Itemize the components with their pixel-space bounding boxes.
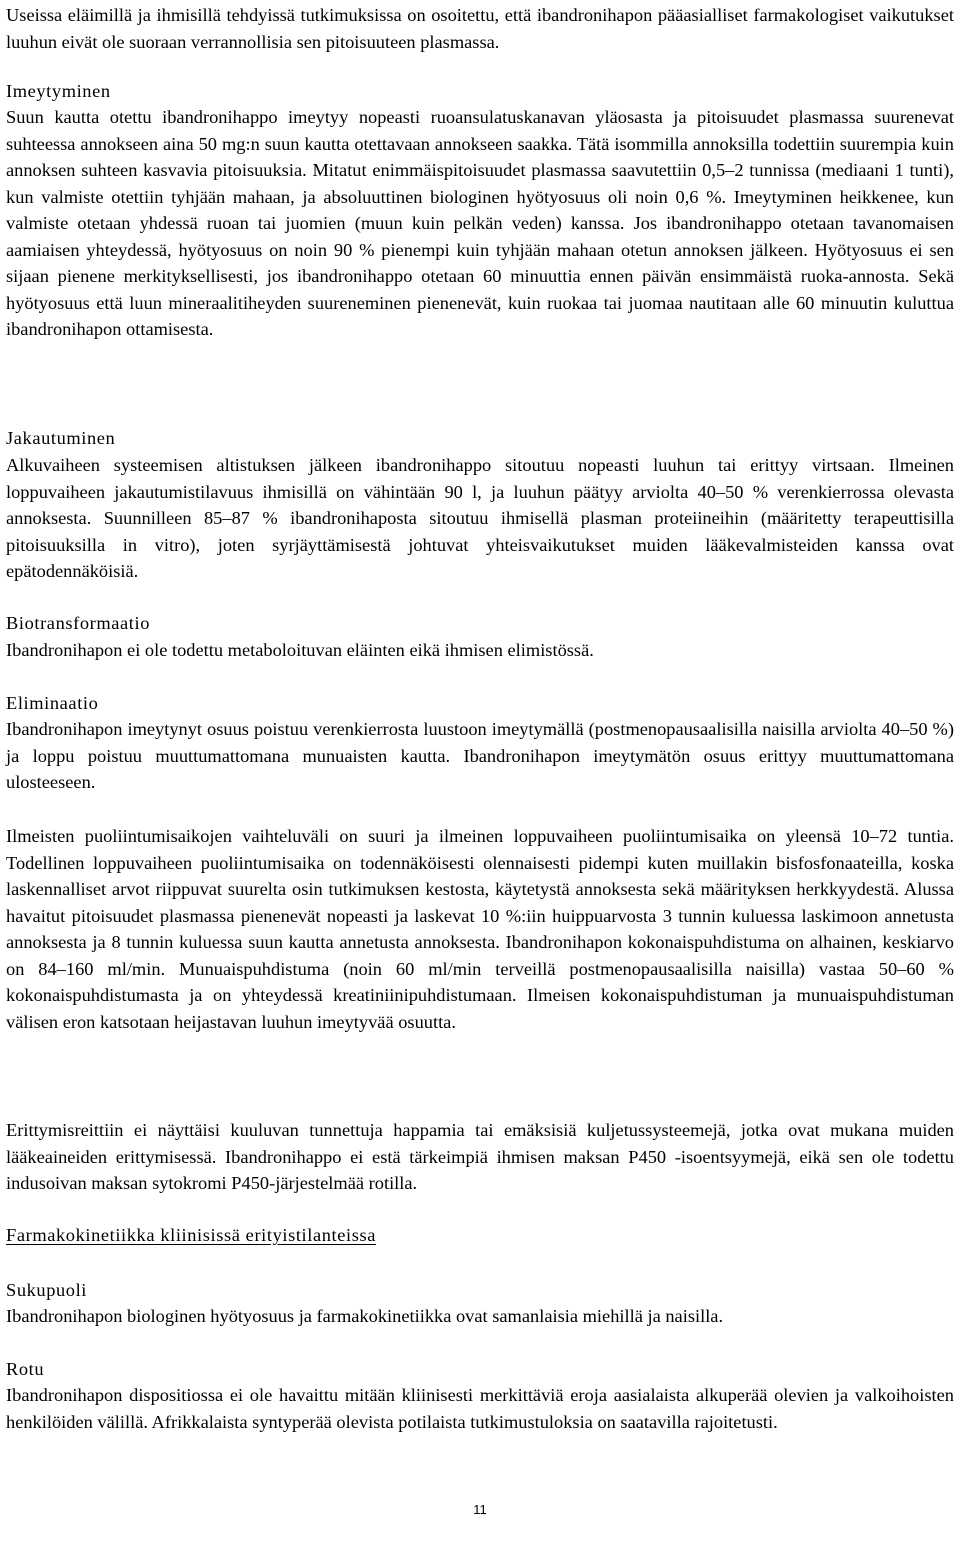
race-heading: Rotu bbox=[6, 1359, 45, 1379]
biotransformation-heading: Biotransformaatio bbox=[6, 613, 151, 633]
elimination-paragraph-2: Ilmeisten puoliintumisaikojen vaihteluväli on suuri ja ilmeinen loppuvaiheen puoliintumisaika on yleensä 10–72 tuntia. Todellinen loppuvaiheen puoliintumisaika on todennäköisesti olennaisesti pidempi kuten muillakin bisfosfonaateilla, koska laskennalliset arvot riippuvat suurelta osin tutkimuksen kestosta, käytetystä annoksesta sekä määrityksen herkkyydestä. Alussa havaitut pitoisuudet plasmassa pienenevät nopeasti ja laskevat 10 %:iin huippuarvosta 3 tunnin kuluessa laskimoon annetusta annoksesta ja 8 tunnin kuluessa suun kautta annetusta annoksesta. Ibandronihapon kokonaispuhdistuma on alhainen, keskiarvo on 84–160 ml/min. Munuaispuhdistuma (noin 60 ml/min terveillä postmenopausaalisilla naisilla) vastaa 50–60 % kokonaispuhdistumasta ja on yhteydessä kreatiniinipuhdistumaan. Ilmeisen kokonaispuhdistuman ja munuaispuhdistuman välisen eron katsotaan heijastavan luuhun imeytyvää osuutta. bbox=[6, 826, 954, 1032]
page-number: 11 bbox=[473, 1502, 487, 1517]
gender-heading: Sukupuoli bbox=[6, 1280, 88, 1300]
absorption-heading: Imeytyminen bbox=[6, 81, 111, 101]
gender-paragraph: Ibandronihapon biologinen hyötyosuus ja farmakokinetiikka ovat samanlaisia miehillä ja naisilla. bbox=[6, 1306, 724, 1326]
biotransformation-paragraph: Ibandronihapon ei ole todettu metaboloituvan eläinten eikä ihmisen elimistössä. bbox=[6, 640, 594, 660]
distribution-paragraph: Alkuvaiheen systeemisen altistuksen jälkeen ibandronihappo sitoutuu nopeasti luuhun tai erittyy virtsaan. Ilmeinen loppuvaiheen jakautumistilavuus ihmisillä on vähintään 90 l, ja luuhun päätyy arviolta 40–50 % verenkierrossa olevasta annoksesta. Suunnilleen 85–87 % ibandronihaposta sitoutuu ihmisellä plasman proteiineihin (määritetty terapeuttisilla pitoisuuksilla in vitro), joten syrjäyttämisestä johtuvat yhteisvaikutukset muiden lääkevalmisteiden kanssa ovat epätodennäköisiä. bbox=[6, 455, 954, 581]
race-paragraph: Ibandronihapon dispositiossa ei ole havaittu mitään kliinisesti merkittäviä eroja aasialaista alkuperää olevien ja valkoihoisten henkilöiden välillä. Afrikkalaista syntyperää olevista potilaista tutkimustuloksia on saatavilla rajoitetusti. bbox=[6, 1385, 954, 1432]
elimination-heading: Eliminaatio bbox=[6, 693, 99, 713]
intro-paragraph: Useissa eläimillä ja ihmisillä tehdyissä tutkimuksissa on osoitettu, että ibandronihapon pääasialliset farmakologiset vaikutukset luuhun eivät ole suoraan verrannollisia sen pitoisuuteen plasmassa. bbox=[6, 5, 954, 52]
elimination-paragraph-1: Ibandronihapon imeytynyt osuus poistuu verenkierrosta luustoon imeytymällä (postmenopausaalisilla naisilla arviolta 40–50 %) ja loppu poistuu muuttumattomana munuaisten kautta. Ibandronihapon imeytymätön osuus erittyy muuttumattomana ulosteeseen. bbox=[6, 719, 954, 792]
distribution-heading: Jakautuminen bbox=[6, 428, 116, 448]
absorption-paragraph: Suun kautta otettu ibandronihappo imeytyy nopeasti ruoansulatuskanavan yläosasta ja pitoisuudet plasmassa suurenevat suhteessa annokseen aina 50 mg:n suun kautta otettavaan annokseen saakka. Tätä isommilla annoksilla todettiin suurempia kuin annoksen suhteen kasvavia pitoisuuksia. Mitatut enimmäispitoisuudet plasmassa saavutettiin 0,5–2 tunnissa (mediaani 1 tunti), kun valmiste otettiin tyhjään mahaan, ja absoluuttinen biologinen hyötyosuus oli noin 0,6 %. Imeytyminen heikkenee, kun valmiste otetaan yhdessä ruoan tai juomien (muun kuin pelkän veden) kanssa. Jos ibandronihappo otetaan tavanomaisen aamiaisen yhteydessä, hyötyosuus on noin 90 % pienempi kuin tyhjään mahaan otetun annoksen jälkeen. Hyötyosuus ei sen sijaan pienene merkityksellisesti, jos ibandronihappo otetaan 60 minuuttia ennen päivän ensimmäistä ruoka-annosta. Sekä hyötyosuus että luun mineraalitiheyden suureneminen pienenevät, kuin ruokaa tai juomaa nautitaan alle 60 minuutin kuluttua ibandronihapon ottamisesta. bbox=[6, 107, 954, 339]
special-populations-heading: Farmakokinetiikka kliinisissä erityistilanteissa bbox=[6, 1225, 376, 1245]
elimination-paragraph-3: Erittymisreittiin ei näyttäisi kuuluvan tunnettuja happamia tai emäksisiä kuljetussysteemejä, jotka ovat mukana muiden lääkeaineiden erittymisessä. Ibandronihappo ei estä tärkeimpiä ihmisen maksan P450 -isoentsyymejä, eikä sen ole todettu indusoivan maksan sytokromi P450-järjestelmää rotilla. bbox=[6, 1120, 954, 1193]
